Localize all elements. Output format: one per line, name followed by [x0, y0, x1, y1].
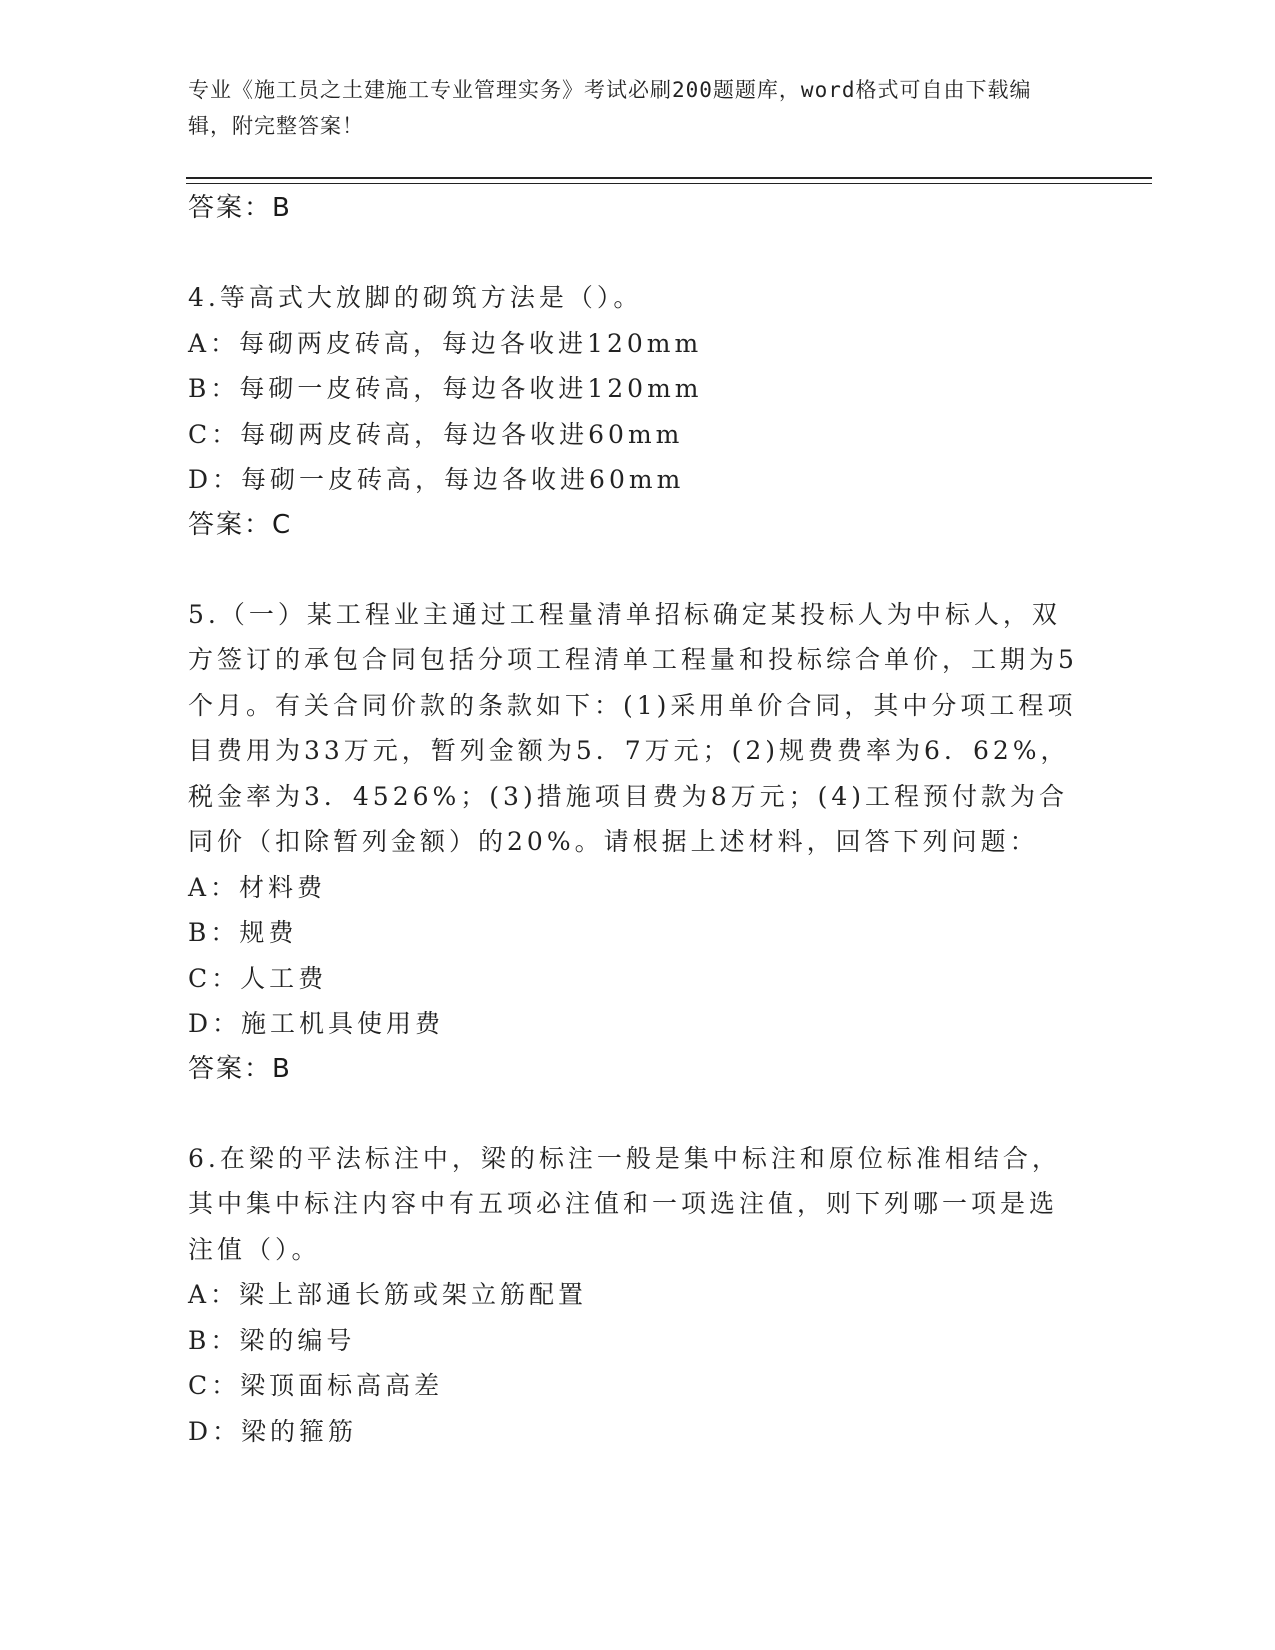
- option-d: D：施工机具使用费: [188, 1009, 445, 1038]
- option-d: D：梁的箍筋: [188, 1416, 358, 1446]
- option-c: C：梁顶面标高高差: [188, 1371, 444, 1400]
- option-b: B：梁的编号: [188, 1325, 356, 1355]
- option-a: A：梁上部通长筋或架立筋配置: [188, 1280, 588, 1309]
- answer-line: 答案：B: [188, 193, 292, 223]
- option-c: C：每砌两皮砖高，每边各收进60mm: [188, 419, 684, 449]
- option-c: C：人工费: [188, 963, 328, 993]
- question-block-4: [188, 275, 1078, 548]
- option-a: A：每砌两皮砖高，每边各收进120mm: [188, 328, 703, 358]
- option-d: D：每砌一皮砖高，每边各收进60mm: [188, 465, 685, 494]
- question-text: 4.等高式大放脚的砌筑方法是（）。: [188, 283, 643, 312]
- document-header: 专业《施工员之土建施工专业管理实务》考试必刷200题题库，word格式可自由下载编辑，附完整答案！: [188, 78, 1032, 138]
- question-block-6: [188, 1136, 1078, 1455]
- header-divider: [186, 177, 1152, 179]
- spacer: [188, 548, 1078, 592]
- option-b: B：每砌一皮砖高，每边各收进120mm: [188, 374, 703, 403]
- header-divider-thin: [186, 183, 1152, 184]
- answer-line: 答案：B: [188, 1053, 292, 1084]
- question-text: 6.在梁的平法标注中，梁的标注一般是集中标注和原位标准相结合，其中集中标注内容中有五项必注值和一项选注值，则下列哪一项是选注值（）。: [188, 1143, 1061, 1264]
- option-b: B：规费: [188, 918, 298, 947]
- question-block-5: [188, 592, 1078, 1092]
- spacer: [188, 1092, 1078, 1136]
- answer-line: 答案：C: [188, 509, 293, 540]
- question-text: 5.（一）某工程业主通过工程量清单招标确定某投标人为中标人，双方签订的承包合同包括分项工程清单工程量和投标综合单价，工期为5个月。有关合同价款的条款如下：(1)采用单价合同，其中分项工程项目费用为33万元，暂列金额为5．7万元；(2)规费费率为6．62%，税金率为3．4526%；(3)措施项目费为8万元；(4)工程预付款为合同价（扣除暂列金额）的20%。请根据上述材料，回答下列问题：: [188, 599, 1078, 856]
- spacer: [188, 231, 1078, 275]
- option-a: A：材料费: [188, 872, 327, 902]
- document-body: [188, 186, 1078, 1454]
